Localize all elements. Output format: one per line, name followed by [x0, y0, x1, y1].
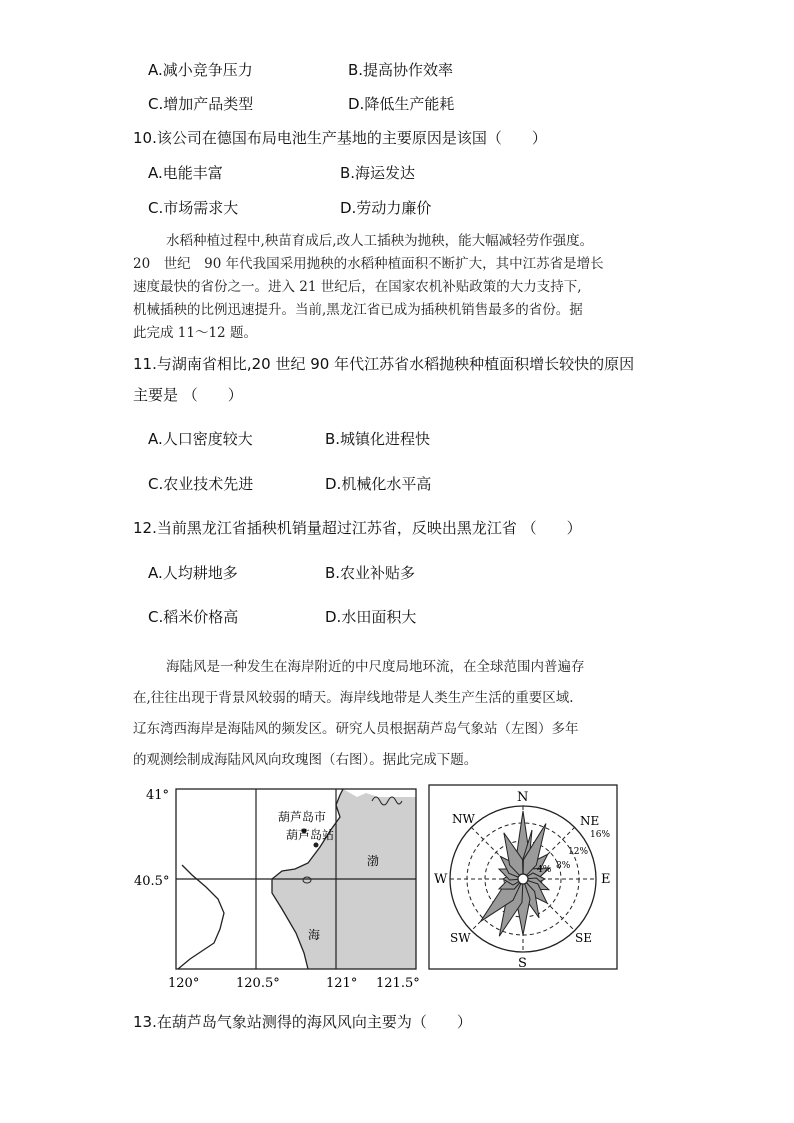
q11-option-a: A.人口密度较大	[148, 430, 253, 448]
wind-rose-diagram	[428, 784, 620, 972]
q12-option-a: A.人均耕地多	[148, 564, 238, 582]
compass-w: W	[434, 872, 448, 887]
compass-ne: NE	[580, 814, 600, 828]
passage-sea-line: 辽东湾西海岸是海陆风的频发区。研究人员根据葫芦岛气象站（左图）多年	[133, 721, 579, 737]
q10-option-a: A.电能丰富	[148, 164, 223, 182]
compass-se: SE	[575, 931, 592, 945]
passage-rice-line: 速度最快的省份之一。进入 21 世纪后，在国家农机补贴政策的大力支持下,	[133, 279, 582, 295]
lon-label-120-5: 120.5°	[236, 976, 280, 991]
q11-option-d: D.机械化水平高	[325, 475, 432, 493]
q10-option-c: C.市场需求大	[148, 199, 239, 217]
q9-option-b: B.提高协作效率	[348, 61, 454, 79]
q11-stem: 11.与湖南省相比,20 世纪 90 年代江苏省水稻抛秧种植面积增长较快的原因	[133, 355, 635, 373]
lon-label-121: 121°	[326, 976, 358, 991]
passage-rice-line: 20 世纪 90 年代我国采用抛秧的水稻种植面积不断扩大，其中江苏省是增长	[133, 256, 604, 272]
q12-stem: 12.当前黑龙江省插秧机销量超过江苏省，反映出黑龙江省 （ ）	[133, 519, 582, 537]
q11-option-c: C.农业技术先进	[148, 475, 254, 493]
left-coastline	[178, 865, 224, 969]
sea-label-1: 渤	[367, 854, 380, 868]
ring-label-8: 8%	[556, 861, 571, 871]
lon-label-120: 120°	[168, 976, 200, 991]
lon-label-121-5: 121.5°	[376, 976, 420, 991]
station-point	[314, 843, 319, 848]
huludao-location-map	[130, 783, 430, 993]
q13-stem: 13.在葫芦岛气象站测得的海风风向主要为（ ）	[133, 1013, 472, 1031]
rose-center	[518, 874, 528, 884]
compass-sw: SW	[450, 931, 471, 945]
passage-rice-line: 机械插秧的比例迅速提升。当前,黑龙江省已成为插秧机销售最多的省份。据	[133, 302, 583, 318]
ring-label-4: 4%	[537, 865, 552, 875]
passage-sea-breeze	[133, 652, 585, 776]
q11-stem-cont: 主要是 （ ）	[133, 386, 243, 404]
sea-label-2: 海	[308, 928, 321, 942]
q10-option-d: D.劳动力廉价	[340, 199, 432, 217]
lat-label-40-5: 40.5°	[134, 874, 170, 889]
q10-stem: 10.该公司在德国布局电池生产基地的主要原因是该国（ ）	[133, 129, 547, 147]
ring-label-16: 16%	[590, 830, 611, 840]
ring-label-12: 12%	[568, 847, 589, 857]
passage-sea-line: 海陆风是一种发生在海岸附近的中尺度局地环流，在全球范围内普遍存	[166, 659, 585, 675]
q9-option-d: D.降低生产能耗	[348, 95, 455, 113]
passage-sea-line: 在,往往出现于背景风较弱的晴天。海岸线地带是人类生产生活的重要区域.	[133, 690, 574, 706]
q12-option-d: D.水田面积大	[325, 608, 417, 626]
compass-nw: NW	[452, 812, 475, 826]
q12-option-c: C.稻米价格高	[148, 608, 239, 626]
q9-option-a: A.减小竞争压力	[148, 61, 253, 79]
city-label: 葫芦岛市	[278, 810, 327, 824]
passage-rice	[133, 230, 604, 345]
q10-option-b: B.海运发达	[340, 164, 416, 182]
q12-option-b: B.农业补贴多	[325, 564, 416, 582]
lat-label-41: 41°	[146, 788, 170, 803]
q11-option-b: B.城镇化进程快	[325, 430, 431, 448]
compass-e: E	[601, 872, 611, 887]
compass-s: S	[518, 956, 527, 971]
q9-option-c: C.增加产品类型	[148, 95, 254, 113]
passage-rice-line: 水稻种植过程中,秧苗育成后,改人工插秧为抛秧，能大幅减轻劳作强度。	[166, 233, 594, 249]
station-label: 葫芦岛站	[286, 828, 335, 842]
compass-n: N	[517, 790, 529, 805]
passage-sea-line: 的观测绘制成海陆风风向玫瑰图（右图）。据此完成下题。	[133, 752, 478, 768]
passage-rice-line: 此完成 11～12 题。	[133, 325, 257, 341]
